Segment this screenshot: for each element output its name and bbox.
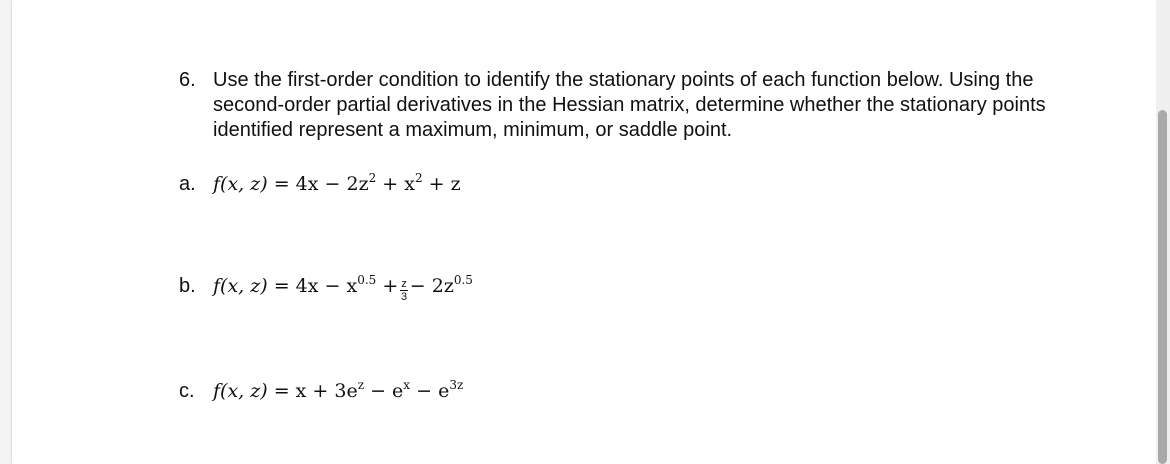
- formula-exponent: z: [357, 378, 365, 392]
- part-c-label: c.: [179, 380, 195, 402]
- formula-exponent: x: [403, 378, 411, 392]
- scrollbar-thumb[interactable]: [1158, 110, 1167, 464]
- formula-lhs: f(x, z) =: [213, 173, 290, 195]
- formula-term: 4x − 2z: [295, 173, 369, 195]
- fraction-numerator: z: [401, 278, 407, 290]
- formula-exponent: 2: [414, 171, 423, 185]
- part-a-label: a.: [179, 173, 196, 195]
- formula-term: − e: [410, 380, 450, 402]
- formula-exponent: 3z: [449, 378, 464, 392]
- fraction-denominator: 3: [400, 291, 408, 303]
- formula-exponent: 0.5: [453, 273, 473, 287]
- formula-term: − e: [364, 380, 404, 402]
- part-b-formula: [213, 273, 473, 303]
- question-text: Use the first-order condition to identify the stationary points of each function below. Using the second-order partial derivatives in the Hessian matrix, determine whether the stationary points identified represent a maximum, minimum, or saddle point.: [213, 69, 1046, 141]
- formula-fraction: [400, 278, 408, 303]
- part-b-label: b.: [179, 275, 196, 297]
- formula-lhs: f(x, z) =: [213, 380, 290, 402]
- formula-term: x + 3e: [295, 380, 358, 402]
- formula-exponent: 0.5: [357, 273, 377, 287]
- vertical-scrollbar[interactable]: [1156, 0, 1170, 464]
- part-a-formula: [213, 171, 461, 197]
- formula-term: + x: [376, 173, 415, 195]
- formula-term: + z: [422, 173, 461, 195]
- formula-exponent: 2: [368, 171, 377, 185]
- formula-term: 4x − x: [295, 275, 358, 297]
- formula-lhs: f(x, z) =: [213, 275, 290, 297]
- question-number: 6.: [179, 69, 196, 91]
- formula-term: +: [376, 275, 399, 297]
- formula-term: − 2z: [409, 275, 454, 297]
- part-c-formula: [213, 378, 463, 404]
